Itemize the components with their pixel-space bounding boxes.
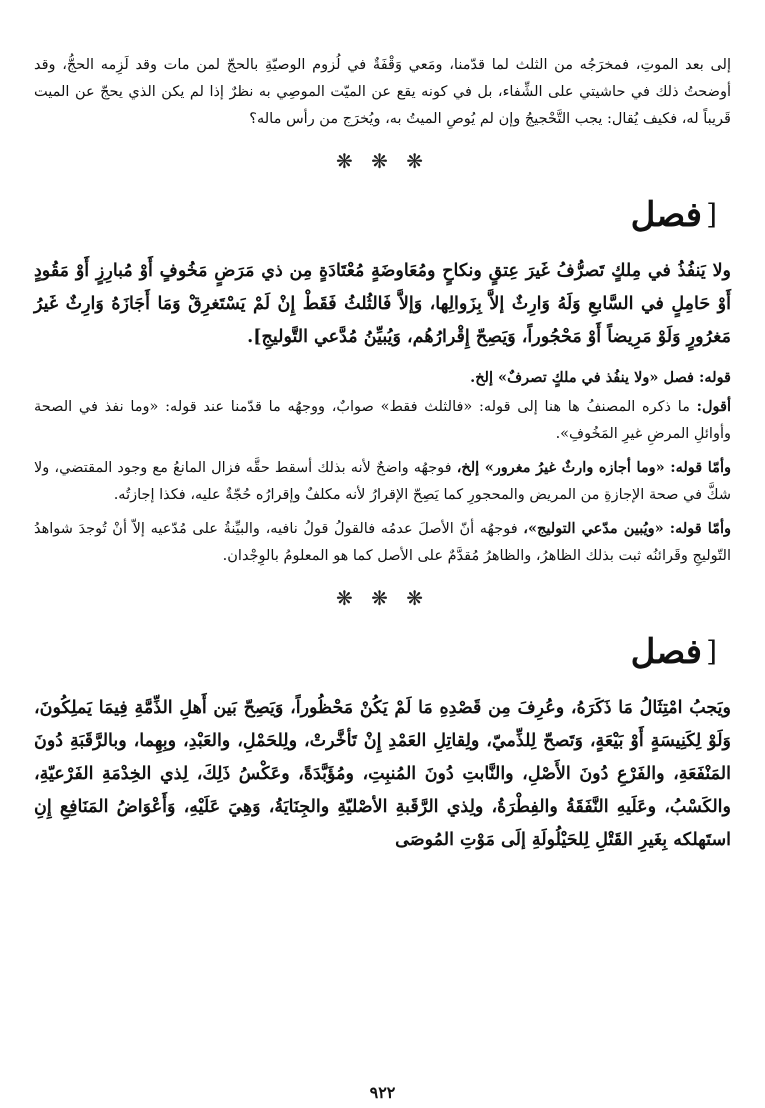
commentary-paragraph <box>34 515 731 570</box>
heading-word: فصل <box>630 195 703 235</box>
section-separator: ❋ ❋ ❋ <box>336 149 429 173</box>
commentary-text: فوجهُه أنّ الأصلَ عدمُه فالقولُ قولُ نافيه، والبيِّنةُ على مُدّعيه إلاّ أنْ تُوجدَ شواهدُ التّوليجِ وقَرائنُه ثبت بذلك الظاهرُ، والظاهرُ مُقدَّمٌ على الأصل كما هو المعلومُ بالوِجْدان. <box>34 521 731 564</box>
matn-paragraph: ويَجبُ امْتِثَالُ مَا ذَكَرَهُ، وعُرِفَ مِن قَصْدِهِ مَا لَمْ يَكُنْ مَحْظُوراً، وَيَصِحّ بَين أَهلِ الذِّمَّةِ فِيمَا يَملِكُونَ، وَلَوْ لِكَنِيسَةٍ أَوْ بَيْعَةٍ، وَتَصحّ لِلذِّميّ، ولِقاتِلِ العَمْدِ إِنْ تَأخَّرتْ، ولِلحَمْلِ، والعَبْدِ، وبِهِما، وبالرَّقَبَةِ دُونَ المَنْفَعَةِ، والفَرْعِ دُونَ الأَصْلِ، والنَّابتِ دُونَ المُنبِتِ، ومُؤَبَّدَةً، وعَكْسُ ذَلِكَ، لِذي الخِدْمَةِ الفَرْعيّةِ، والكَسْبُ، وعَلَيهِ النَّفَقَةُ والفِطْرَةُ، ولِذي الرَّقَبةِ الأصْليّةِ والجِنَايَةُ، وَهِيَ عَلَيْهِ، وَأَعْوَاضُ المَنَافِعِ إِنِ استَهلكه بِغَيرِ القَتْلِ لِلحَيْلُولَةِ إلَى مَوْتِ المُوصَى <box>34 698 731 850</box>
commentary-lead: وأمّا قوله: «وما أجازه وارثٌ غيرُ مغرور» إلخ، <box>456 459 731 476</box>
commentary-paragraph <box>34 393 731 448</box>
commentary-text: فوجهُه واضحٌ لأنه بذلك أسقط حقَّه فزال المانعُ مع وجود المقتضي، ولا شكَّ في صحة الإجازةِ من المريض والمحجورِ كما يَصِحّ الإقرارُ لأنه مكلفٌ وإقرارُه حُجّةٌ عليه، فكذا إجازتُه. <box>34 460 731 503</box>
commentary-lead: وأمّا قوله: «ويُبين مدّعي التوليج»، <box>523 520 732 537</box>
heading-bracket: [ <box>706 198 717 231</box>
commentary-lead: أقول: <box>696 398 732 415</box>
document-page <box>34 52 731 1068</box>
top-paragraph: إلى بعد الموتِ، فمخرَجُه من الثلث لما قدّمنا، ومَعي وَقْفَةٌ في لُزوم الوصيّةِ بالحجّ لمن مات وقد لَزِمه الحجُّ، وقد أوضحتُ ذلك في حاشيتي على الشِّفاء، بل في كونه يقع عن الميّت الموصِي به نظرٌ إذا لم يكن الذي يحجّ عن الميت قَريباً له، فكيف يُقال: يجب التَّحْجيجُ وإن لم يُوصِ الميتُ به، ويُخرَج من رأس ماله؟ <box>34 57 731 127</box>
heading-word: فصل <box>630 632 703 672</box>
section-heading <box>34 628 717 672</box>
matn-paragraph: ولا يَنفُذُ في مِلكٍ تَصرُّفُ غَيرَ عِتقٍ ونكاحٍ ومُعَاوضَةٍ مُعْتَادَةٍ مِن ذي مَرَضٍ مَخُوفٍ أَوْ مُبارِزٍ أَوْ مَقُودٍ أَوْ حَامِلٍ في السَّابعِ وَلَهُ وَارِثٌ إلاَّ بِزَوالِها، وَإلاَّ فَالثُلثُ فَقَطْ إِنْ لَمْ يَسْتَغرِقْ وَمَا أَجَازَهُ وَارِثٌ غَيرُ مَغرُورٍ وَلَوْ مَرِيضاً أَوْ مَحْجُوراً، وَيَصِحّ إِقْرارُهُم، وَيُبيِّنُ مُدَّعي التَّوليجِ]. <box>34 261 731 347</box>
section-heading <box>34 191 717 235</box>
commentary-text: ما ذكره المصنفُ ها هنا إلى قوله: «فالثلث فقط» صوابٌ، ووجهُه ما قدّمنا عند قوله: «وما نفذ في الصحة وأوائلِ المرضِ غيرِ المَخُوفِ». <box>34 399 731 442</box>
commentary-paragraph <box>34 454 731 509</box>
section-separator: ❋ ❋ ❋ <box>336 586 429 610</box>
commentary-qawluhu: قوله: فصل «ولا ينفُذ في ملكٍ تصرفٌ» إلخ. <box>470 369 731 386</box>
page-number: ٩٢٢ <box>369 1083 396 1102</box>
heading-bracket: [ <box>706 635 717 668</box>
